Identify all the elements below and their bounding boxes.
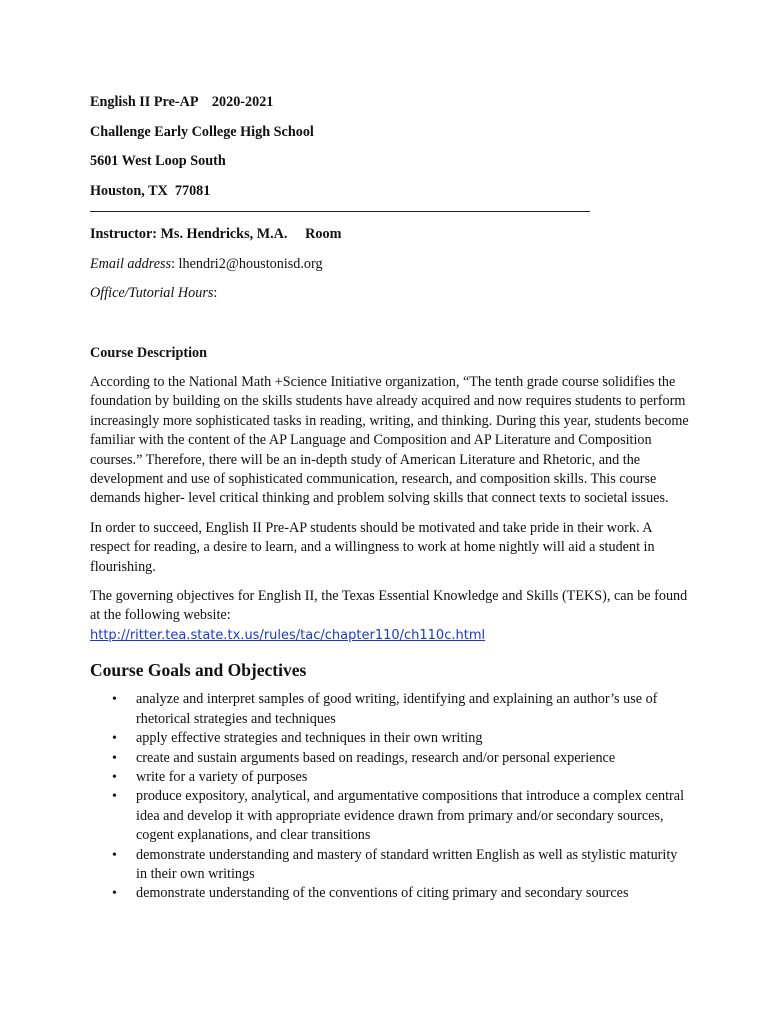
city-state-zip: Houston, TX 77081 xyxy=(90,182,211,199)
bullet-icon: • xyxy=(112,789,117,805)
goals-list xyxy=(90,690,690,903)
bullet-icon: • xyxy=(112,750,117,766)
goal-text: analyze and interpret samples of good writing, identifying and explaining an author’s use of rhetorical strategies and techniques xyxy=(136,691,658,727)
office-hours-label: Office/Tutorial Hours xyxy=(90,285,214,302)
goal-text: demonstrate understanding and mastery of standard written English as well as stylistic maturity in their own writings xyxy=(136,846,678,882)
goal-text: write for a variety of purposes xyxy=(136,768,308,785)
divider-line xyxy=(90,211,590,212)
street-address: 5601 West Loop South xyxy=(90,153,226,170)
goals-heading: Course Goals and Objectives xyxy=(90,660,307,681)
goal-text: produce expository, analytical, and argumentative compositions that introduce a complex central idea and develop it with appropriate evidence drawn from primary and/or secondary sources, cogent explanations, and clear transitions xyxy=(136,788,685,844)
email-value: : lhendri2@houstonisd.org xyxy=(171,255,323,272)
goal-text: apply effective strategies and techniques in their own writing xyxy=(136,730,483,747)
list-item xyxy=(90,749,690,768)
list-item xyxy=(90,846,690,885)
description-paragraph: According to the National Math +Science Initiative organization, “The tenth grade course solidifies the foundation by building on the skills students have already acquired and now requires students to perform increasingly more sophisticated tasks in reading, writing, and thinking. During this year, students become familiar with the content of the AP Language and Composition and AP Literature and Composition courses.” Therefore, there will be an in-depth study of American Literature and Rhetoric, and the development and use of sophisticated communication, research, and composition skills. This course demands higher- level critical thinking and problem solving skills that connect texts to societal issues. xyxy=(90,374,689,507)
instructor-line: Instructor: Ms. Hendricks, M.A. Room xyxy=(90,226,342,243)
bullet-icon: • xyxy=(112,847,117,863)
goal-text: create and sustain arguments based on readings, research and/or personal experience xyxy=(136,749,616,766)
teks-paragraph xyxy=(90,587,690,645)
list-item xyxy=(90,884,690,903)
list-item xyxy=(90,768,690,787)
list-item xyxy=(90,787,690,845)
course-description-heading: Course Description xyxy=(90,344,208,361)
list-item xyxy=(90,729,690,748)
goal-text: demonstrate understanding of the conventions of citing primary and secondary sources xyxy=(136,885,629,902)
office-hours-value: : xyxy=(213,285,218,302)
bullet-icon: • xyxy=(112,731,117,747)
teks-link[interactable]: http://ritter.tea.state.tx.us/rules/tac/chapter110/ch110c.html xyxy=(90,627,486,643)
teks-text: The governing objectives for English II, the Texas Essential Knowledge and Skills (TEKS), can be found at the following website: xyxy=(90,588,688,624)
school-name: Challenge Early College High School xyxy=(90,123,314,140)
syllabus-page xyxy=(90,93,690,904)
bullet-icon: • xyxy=(112,769,117,785)
course-title: English II Pre-AP 2020-2021 xyxy=(90,94,274,110)
office-hours-row xyxy=(90,284,690,303)
bullet-icon: • xyxy=(112,886,117,902)
email-row xyxy=(90,255,690,274)
bullet-icon: • xyxy=(112,692,117,708)
email-label: Email address xyxy=(90,255,172,272)
list-item xyxy=(90,690,690,729)
description-paragraph: In order to succeed, English II Pre-AP students should be motivated and take pride in their work. A respect for reading, a desire to learn, and a willingness to work at home nightly will aid a student in flourishing. xyxy=(90,519,655,575)
